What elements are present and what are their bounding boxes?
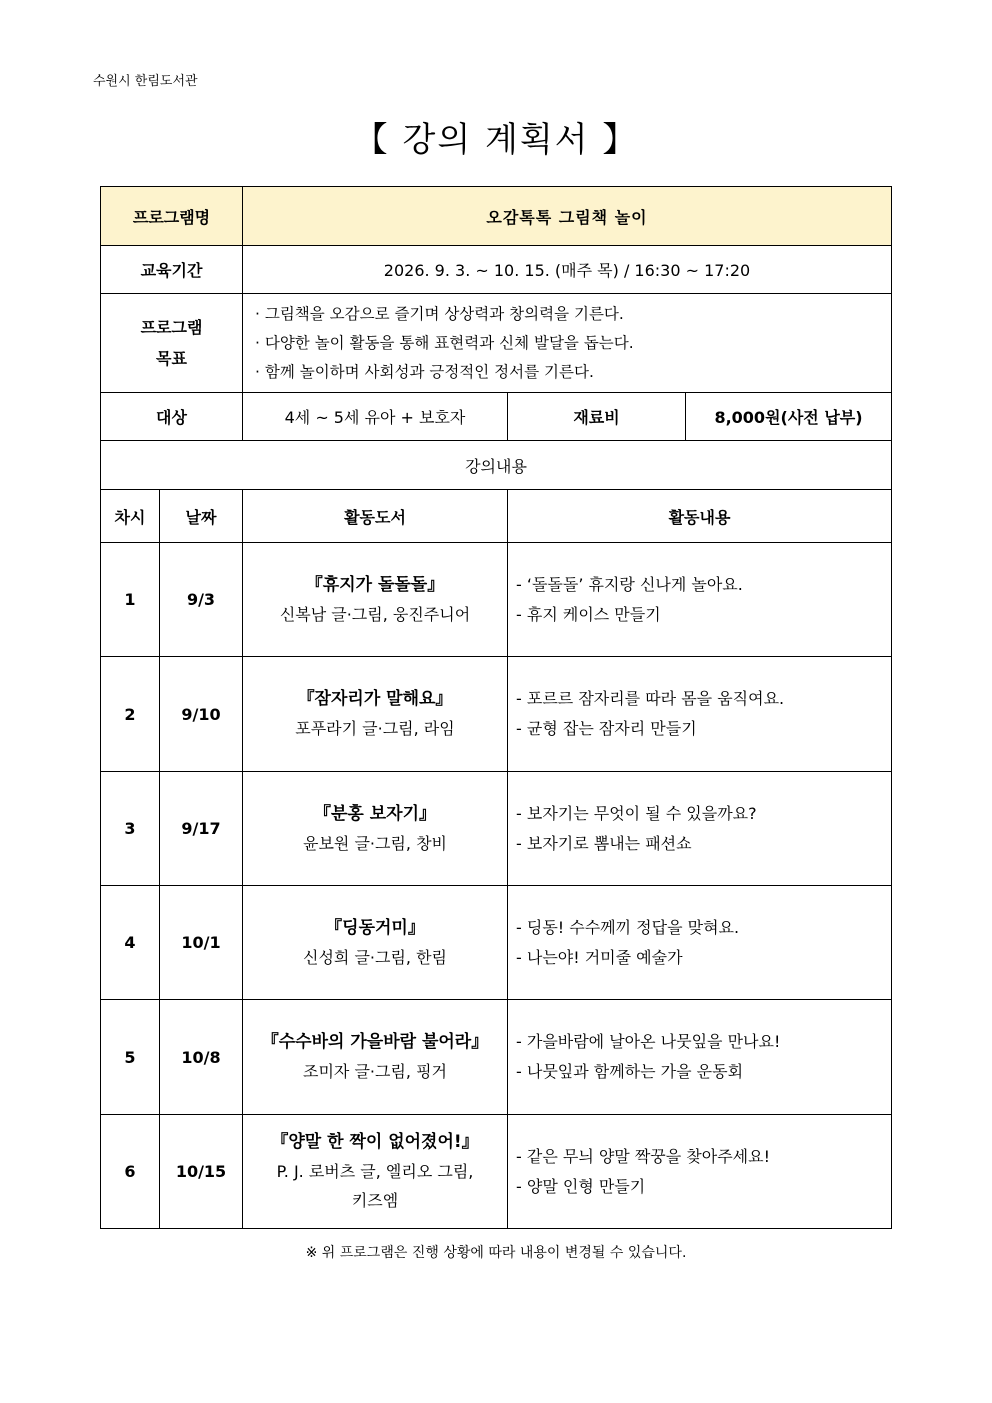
fee-value: 8,000원(사전 납부) [686, 393, 892, 441]
program-name-label: 프로그램명 [101, 187, 243, 246]
book-cell [243, 1000, 508, 1115]
activity-item: - 포르르 잠자리를 따라 몸을 움직여요. [516, 689, 785, 708]
book-title: 『분홍 보자기』 [313, 803, 437, 824]
activity-cell [508, 543, 892, 657]
activity-cell [508, 886, 892, 1000]
document-title: 【 강의 계획서 】 [353, 120, 639, 160]
column-header-book: 활동도서 [243, 490, 508, 543]
table-row [101, 543, 892, 657]
goal-item: · 함께 놀이하며 사회성과 긍정적인 정서를 기른다. [255, 362, 594, 381]
fee-label: 재료비 [508, 393, 686, 441]
activity-item: - 균형 잡는 잠자리 만들기 [516, 719, 697, 738]
period-value: 2026. 9. 3. ~ 10. 15. (매주 목) / 16:30 ~ 17:20 [243, 246, 892, 294]
book-publisher: 키즈엠 [351, 1191, 399, 1210]
book-cell [243, 772, 508, 886]
activity-item: - 나뭇잎과 함께하는 가을 운동회 [516, 1062, 744, 1081]
book-author: 신성희 글·그림, 한림 [303, 947, 447, 967]
activity-cell [508, 1115, 892, 1229]
session-date: 10/15 [160, 1115, 243, 1229]
activity-item: - 보자기로 뽐내는 패션쇼 [516, 833, 692, 853]
table-row [101, 657, 892, 772]
period-label: 교육기간 [101, 246, 243, 294]
table-row [101, 1115, 892, 1229]
session-number: 1 [101, 543, 160, 657]
activity-cell [508, 1000, 892, 1115]
session-number: 4 [101, 886, 160, 1000]
column-header-session: 차시 [101, 490, 160, 543]
target-label: 대상 [101, 393, 243, 441]
session-date: 9/17 [160, 772, 243, 886]
book-author: 신복남 글·그림, 웅진주니어 [279, 604, 471, 624]
activity-item: - 같은 무늬 양말 짝꿍을 찾아주세요! [516, 1146, 771, 1166]
session-number: 2 [101, 657, 160, 772]
target-value: 4세 ~ 5세 유아 + 보호자 [243, 393, 508, 441]
footer-note: ※ 위 프로그램은 진행 상황에 따라 내용이 변경될 수 있습니다. [305, 1245, 687, 1261]
book-cell [243, 1115, 508, 1229]
goal-label-line: 프로그램 [140, 318, 203, 337]
activity-item: - 보자기는 무엇이 될 수 있을까요? [516, 803, 757, 823]
table-row [101, 886, 892, 1000]
column-header-date: 날짜 [160, 490, 243, 543]
session-date: 10/1 [160, 886, 243, 1000]
goal-list [243, 294, 892, 393]
table-row [101, 772, 892, 886]
goal-item: · 그림책을 오감으로 즐기며 상상력과 창의력을 기른다. [255, 304, 624, 323]
activity-item: - 양말 인형 만들기 [516, 1176, 646, 1196]
book-title: 『수수바의 가을바람 불어라』 [261, 1032, 489, 1052]
goal-label [101, 294, 243, 393]
session-number: 6 [101, 1115, 160, 1229]
activity-item: - 나는야! 거미줄 예술가 [516, 947, 683, 967]
activity-item: - 딩동! 수수께끼 정답을 맞혀요. [516, 917, 740, 937]
table-row [101, 1000, 892, 1115]
book-author: P. J. 로버츠 글, 엘리오 그림, [276, 1162, 474, 1181]
program-name: 오감톡톡 그림책 놀이 [243, 187, 892, 246]
book-author: 조미자 글·그림, 핑거 [303, 1062, 447, 1081]
column-header-activity: 활동내용 [508, 490, 892, 543]
book-cell [243, 886, 508, 1000]
goal-item: · 다양한 놀이 활동을 통해 표현력과 신체 발달을 돕는다. [255, 333, 634, 352]
book-title: 『잠자리가 말해요』 [297, 689, 453, 709]
activity-item: - 휴지 케이스 만들기 [516, 604, 661, 624]
activity-item: - ‘돌돌돌’ 휴지랑 신나게 놀아요. [516, 574, 743, 594]
book-title: 『휴지가 돌돌돌』 [305, 574, 445, 595]
book-title: 『양말 한 짝이 없어졌어!』 [271, 1132, 479, 1152]
session-date: 10/8 [160, 1000, 243, 1115]
session-number: 3 [101, 772, 160, 886]
goal-label-line: 목표 [156, 349, 187, 368]
activity-item: - 가을바람에 날아온 나뭇잎을 만나요! [516, 1032, 781, 1051]
section-title: 강의내용 [101, 441, 892, 490]
organization-name: 수원시 한림도서관 [93, 74, 198, 89]
lecture-plan-table [100, 186, 892, 1229]
session-date: 9/3 [160, 543, 243, 657]
book-cell [243, 657, 508, 772]
session-number: 5 [101, 1000, 160, 1115]
book-cell [243, 543, 508, 657]
book-author: 포푸라기 글·그림, 라임 [295, 719, 455, 738]
book-title: 『딩동거미』 [325, 917, 425, 938]
session-date: 9/10 [160, 657, 243, 772]
book-author: 윤보원 글·그림, 창비 [303, 833, 447, 853]
activity-cell [508, 772, 892, 886]
activity-cell [508, 657, 892, 772]
